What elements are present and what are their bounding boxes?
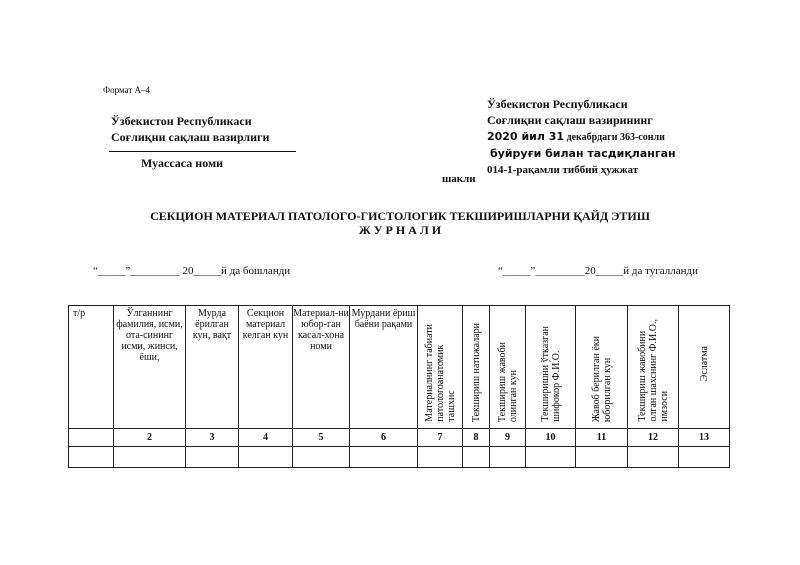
country-name: Ўзбекистон Республикаси — [111, 114, 252, 128]
column-number: 2 — [114, 429, 186, 447]
header-cell — [490, 306, 526, 429]
journal-title-line2: Ж У Р Н А Л И — [358, 223, 442, 237]
table-cell[interactable] — [69, 447, 114, 468]
table-cell[interactable] — [293, 447, 350, 468]
table-cell[interactable] — [628, 447, 679, 468]
column-number: 6 — [350, 429, 418, 447]
institution-name-label: Муассаса номи — [141, 156, 224, 170]
header-cell: Ўлганнинг фамилия, исми, ота-сининг исми, жинси, ёши, — [114, 306, 186, 429]
column-number: 10 — [526, 429, 576, 447]
header-cell — [576, 306, 628, 429]
approval-approved: буйруғи билан тасдиқланган — [490, 147, 676, 160]
column-number: 3 — [186, 429, 239, 447]
column-number: 8 — [463, 429, 490, 447]
table-header-row — [69, 306, 730, 429]
ministry-block-left — [111, 113, 269, 145]
approval-date: 2020 йил 31 — [487, 130, 565, 143]
approval-block — [487, 96, 676, 178]
journal-title-line1: СЕКЦИОН МАТЕРИАЛ ПАТОЛОГО-ГИСТОЛОГИК ТЕКШИРИШЛАРНИ ҚАЙД ЭТИШ — [150, 209, 650, 223]
approval-minister: Соғлиқни сақлаш вазирининг — [487, 113, 653, 127]
column-number: 9 — [490, 429, 526, 447]
header-cell — [679, 306, 730, 429]
approval-country: Ўзбекистон Республикаси — [487, 97, 628, 111]
vertical-header-text: Текшириш жавоби олинган кун — [496, 341, 519, 422]
form-word: шакли — [442, 173, 476, 185]
header-cell — [418, 306, 463, 429]
vertical-header-text: Эслатма — [698, 346, 710, 382]
column-number: 11 — [576, 429, 628, 447]
table-cell[interactable] — [463, 447, 490, 468]
column-number — [69, 429, 114, 447]
column-number: 4 — [239, 429, 293, 447]
vertical-header-text: Текшириш жавобини олган шахснинг Ф.И.О., имзоси — [636, 319, 670, 422]
vertical-header-text: Текширишни ўтказган шифокор Ф.И.О. — [539, 326, 562, 422]
approval-document-number: 014-1-рақамли тиббий ҳужжат — [487, 164, 639, 176]
table-cell[interactable] — [350, 447, 418, 468]
institution-name-line — [109, 151, 296, 152]
header-cell: Мурдани ёриш баёни рақами — [350, 306, 418, 429]
ministry-name: Соғлиқни сақлаш вазирлиги — [111, 130, 270, 144]
approval-order-number: декабрдаги 363-сонли — [564, 132, 665, 143]
vertical-header-text: Жавоб берилган ёки юборилган кун — [590, 335, 613, 422]
column-number: 7 — [418, 429, 463, 447]
start-date-line: “_____”_________ 20_____й да бошланди — [93, 265, 291, 277]
table-cell[interactable] — [490, 447, 526, 468]
column-number: 5 — [293, 429, 350, 447]
header-cell — [628, 306, 679, 429]
header-cell: Секцион материал келган кун — [239, 306, 293, 429]
format-label: Формат А–4 — [103, 85, 151, 95]
header-cell: Мурда ёрилган кун, вақт — [186, 306, 239, 429]
table-cell[interactable] — [418, 447, 463, 468]
header-cell: т/р — [69, 306, 114, 429]
table-cell[interactable] — [114, 447, 186, 468]
table-cell[interactable] — [239, 447, 293, 468]
end-date-line: “_____”_________20_____й да тугалланди — [498, 265, 699, 277]
header-cell — [463, 306, 490, 429]
header-cell: Материал-ни юбор-ган касал-хона номи — [293, 306, 350, 429]
table-row — [69, 447, 730, 468]
header-cell — [526, 306, 576, 429]
vertical-header-text: Материалнинг табиати патологоанатомик ташхис — [423, 324, 457, 422]
table-cell[interactable] — [526, 447, 576, 468]
journal-title — [0, 209, 800, 237]
table-cell[interactable] — [679, 447, 730, 468]
table-cell[interactable] — [576, 447, 628, 468]
journal-table — [68, 305, 730, 468]
table-cell[interactable] — [186, 447, 239, 468]
column-number-row — [69, 429, 730, 447]
column-number: 13 — [679, 429, 730, 447]
vertical-header-text: Текшириш натижалари — [470, 322, 482, 422]
approval-order-date — [487, 128, 676, 146]
column-number: 12 — [628, 429, 679, 447]
